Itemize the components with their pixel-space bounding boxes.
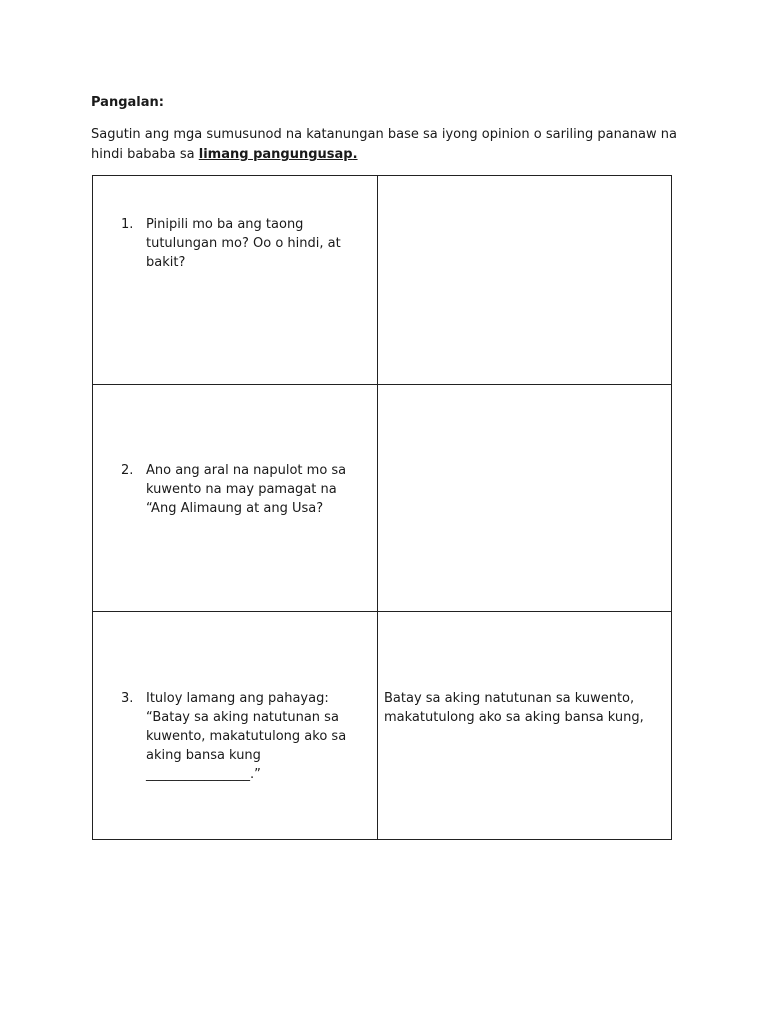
answer-cell-3[interactable] [378,612,672,840]
question-number-2: 2. [121,463,134,478]
question-3 [121,689,361,784]
question-cell-2 [93,385,378,612]
question-text-1: Pinipili mo ba ang taong tutulungan mo? Oo o hindi, at bakit? [146,217,341,270]
question-cell-1 [93,176,378,385]
instructions [91,125,691,165]
name-label: Pangalan: [91,95,164,110]
instructions-text: Sagutin ang mga sumusunod na katanungan base sa iyong opinion o sariling pananaw na hindi bababa sa [91,127,677,162]
answer-text-3[interactable]: Batay sa aking natutunan sa kuwento, makatutulong ako sa aking bansa kung, [384,691,644,725]
answer-cell-2[interactable] [378,385,672,612]
answer-cell-1[interactable] [378,176,672,385]
table-row [93,385,672,612]
instructions-emphasis: limang pangungusap [198,147,353,162]
question-number-3: 3. [121,691,134,706]
table-row [93,612,672,840]
question-text-3: Ituloy lamang ang pahayag: “Batay sa aking natutunan sa kuwento, makatutulong ako sa aking bansa kung ________________.” [146,691,347,782]
instructions-period: . [352,147,358,162]
question-table [92,175,672,840]
question-number-1: 1. [121,217,134,232]
question-2 [121,461,361,518]
question-cell-3 [93,612,378,840]
question-text-2: Ano ang aral na napulot mo sa kuwento na may pamagat na “Ang Alimaung at ang Usa? [146,463,347,516]
question-1 [121,215,361,272]
table-row [93,176,672,385]
